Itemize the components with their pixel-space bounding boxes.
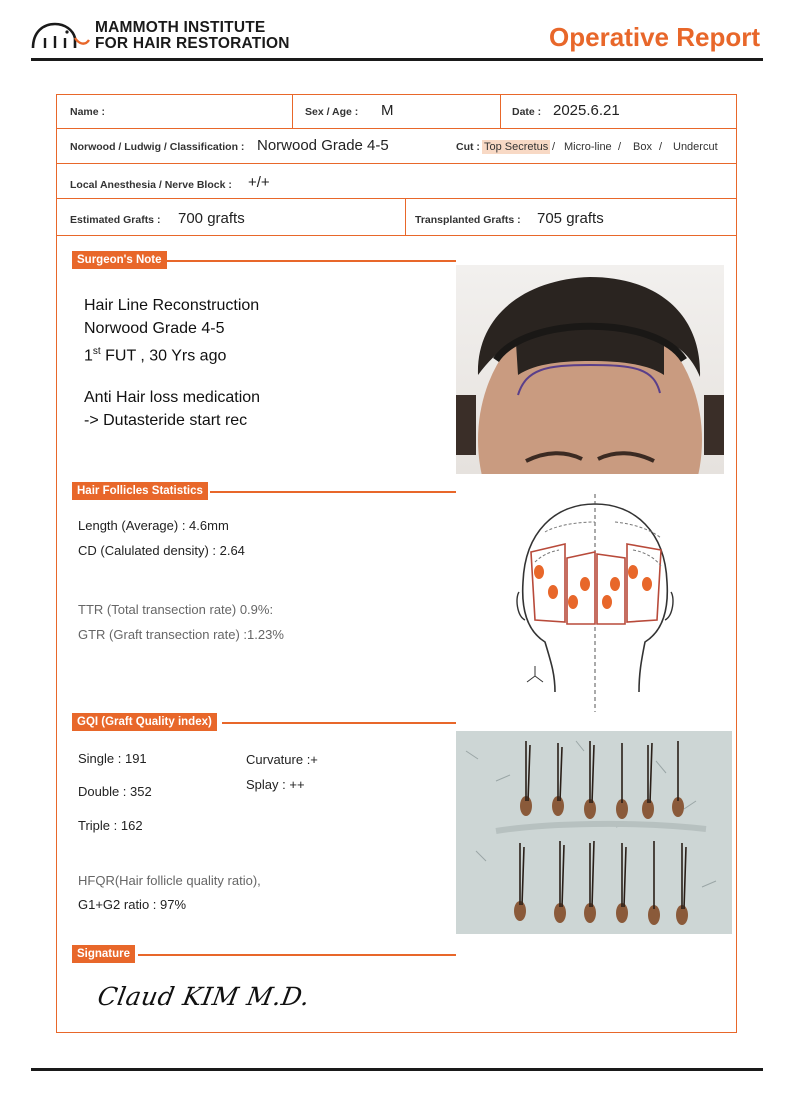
cut-option-micro-line: Micro-line: [564, 141, 612, 153]
splay: Splay : ++: [246, 777, 305, 792]
signature-header: [72, 945, 456, 963]
section-rule: [222, 722, 456, 724]
g1-g2-ratio: G1+G2 ratio : 97%: [78, 897, 187, 912]
estimated-grafts-value: 700 grafts: [178, 210, 245, 227]
institute-name: [95, 20, 290, 52]
cut-option-top-secretus: [482, 141, 550, 153]
row-anesthesia: [56, 164, 737, 199]
cut-label: Cut :: [456, 141, 480, 153]
date-label: Date :: [512, 106, 542, 118]
donor-area-diagram: [515, 492, 675, 714]
note-line: [84, 340, 260, 363]
anesthesia-label: Local Anesthesia / Nerve Block :: [70, 179, 232, 191]
estimated-grafts-label: Estimated Grafts :: [70, 214, 161, 226]
row-classification: [56, 129, 737, 164]
triple-grafts: Triple : 162: [78, 818, 143, 833]
row-grafts: [56, 199, 737, 236]
double-grafts: Double : 352: [78, 784, 152, 799]
page-title: Operative Report: [549, 22, 760, 52]
name-label: Name :: [70, 106, 106, 118]
calculated-density: CD (Calulated density) : 2.64: [78, 543, 245, 558]
section-tag: GQI (Graft Quality index): [72, 713, 217, 731]
cut-option-box: Box: [633, 141, 652, 153]
length-average: Length (Average) : 4.6mm: [78, 518, 229, 533]
note-line-number: 1: [84, 347, 93, 365]
single-grafts: Single : 191: [78, 751, 147, 766]
org-line-1: MAMMOTH INSTITUTE: [95, 19, 266, 36]
section-tag: Hair Follicles Statistics: [72, 482, 208, 500]
classification-value: Norwood Grade 4-5: [257, 137, 389, 154]
note-line: Hair Line Reconstruction: [84, 297, 260, 314]
cut-separator: /: [659, 141, 663, 153]
surgeon-note-text: [84, 294, 260, 432]
section-tag: Surgeon's Note: [72, 251, 167, 269]
total-transection-rate: TTR (Total transection rate) 0.9%:: [78, 602, 274, 617]
header-rule: [31, 58, 763, 61]
surgeon-note-header: [72, 251, 456, 269]
transplanted-grafts-label: Transplanted Grafts :: [415, 214, 521, 226]
cut-selected: Top Secretus: [484, 141, 549, 153]
cut-separator: /: [552, 141, 556, 153]
graft-transection-rate: GTR (Graft transection rate) :1.23%: [78, 627, 284, 642]
anesthesia-value: +/+: [248, 174, 270, 191]
sex-age-value: M: [381, 102, 394, 119]
cut-option-undercut: Undercut: [673, 141, 718, 153]
hfqr-label: HFQR(Hair follicle quality ratio),: [78, 873, 261, 888]
mammoth-icon: [31, 18, 93, 52]
org-line-2: FOR HAIR RESTORATION: [95, 35, 290, 52]
cut-separator: /: [618, 141, 622, 153]
section-rule: [210, 491, 456, 493]
curvature: Curvature :+: [246, 752, 318, 767]
row-patient: [56, 94, 737, 129]
graft-microscope-photo: [456, 731, 732, 934]
note-spacer: [84, 363, 260, 386]
note-line-sup: st: [92, 346, 101, 357]
divider: [292, 94, 293, 128]
transplanted-grafts-value: 705 grafts: [537, 210, 604, 227]
section-tag: Signature: [72, 945, 135, 963]
divider: [500, 94, 501, 128]
follicle-stats-header: [72, 482, 456, 500]
note-line: -> Dutasteride start rec: [84, 412, 248, 429]
section-rule: [166, 260, 456, 262]
gqi-header: [72, 713, 456, 731]
footer-rule: [31, 1068, 763, 1071]
section-rule: [138, 954, 456, 956]
doctor-signature: Claud KIM M.D.: [95, 982, 313, 1011]
divider: [405, 199, 406, 235]
note-line-rest: FUT , 30 Yrs ago: [100, 347, 227, 365]
hairline-photo: [456, 265, 724, 474]
note-line: Norwood Grade 4-5: [84, 320, 225, 337]
classification-label: Norwood / Ludwig / Classification :: [70, 141, 245, 153]
note-line: Anti Hair loss medication: [84, 389, 261, 406]
sex-age-label: Sex / Age :: [305, 106, 359, 118]
date-value: 2025.6.21: [553, 102, 620, 119]
